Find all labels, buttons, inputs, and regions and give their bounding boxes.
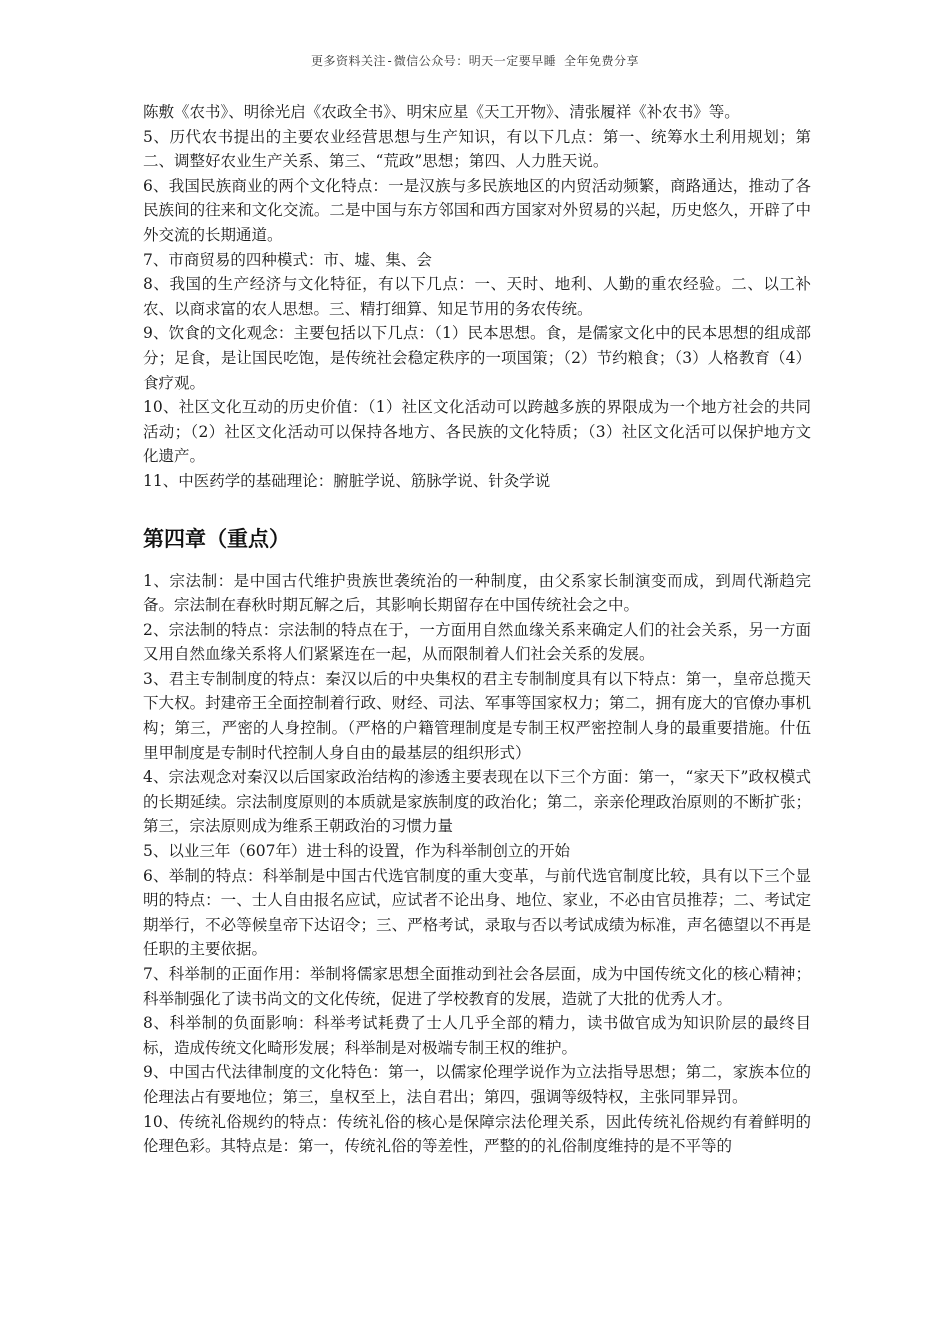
paragraph: 2、宗法制的特点：宗法制的特点在于，一方面用自然血缘关系来确定人们的社会关系，另一方面又用自然血缘关系将人们紧紧连在一起，从而限制着人们社会关系的发展。 — [143, 620, 811, 664]
paragraph: 5、历代农书提出的主要农业经营思想与生产知识，有以下几点：第一、统筹水土利用规划；第二、调整好农业生产关系、第三、“荒政”思想；第四、人力胜天说。 — [143, 127, 811, 171]
paragraph: 10、社区文化互动的历史价值：（1）社区文化活动可以跨越多族的界限成为一个地方社会的共同活动；（2）社区文化活动可以保持各地方、各民族的文化特质；（3）社区文化活可以保护地方文化遗产。 — [143, 398, 811, 466]
chapter-title: 第四章（重点） — [143, 526, 290, 551]
paragraph: 10、传统礼俗规约的特点：传统礼俗的核心是保障宗法伦理关系，因此传统礼俗规约有着鲜明的伦理色彩。其特点是：第一，传统礼俗的等差性，严整的的礼俗制度维持的是不平等的 — [143, 1112, 811, 1156]
paragraph: 7、科举制的正面作用：举制将儒家思想全面推动到社会各层面，成为中国传统文化的核心精神；科举制强化了读书尚文的文化传统，促进了学校教育的发展，造就了大批的优秀人才。 — [143, 965, 811, 1008]
paragraph: 6、我国民族商业的两个文化特点：一是汉族与多民族地区的内贸活动频繁，商路通达，推动了各民族间的往来和文化交流。二是中国与东方邻国和西方国家对外贸易的兴起，历史悠久，开辟了中外交流的长期通道。 — [143, 176, 811, 244]
paragraph: 8、我国的生产经济与文化特征，有以下几点：一、天时、地利、人勤的重农经验。二、以工补农、以商求富的农人思想。三、精打细算、知足节用的务农传统。 — [143, 275, 811, 318]
paragraph: 6、举制的特点：科举制是中国古代选官制度的重大变革，与前代选官制度比较，具有以下三个显明的特点：一、士人自由报名应试，应试者不论出身、地位、家业，不必由官员推荐；二、考试定期举行，不必等候皇帝下达诏令；三、严格考试，录取与否以考试成绩为标准，声名德望以不再是任职的主要依据。 — [143, 866, 811, 959]
section-continued — [143, 100, 811, 494]
paragraph: 3、君主专制制度的特点：秦汉以后的中央集权的君主专制制度具有以下特点：第一，皇帝总揽天下大权。封建帝王全面控制着行政、财经、司法、军事等国家权力；第二，拥有庞大的官僚办事机构；第三，严密的人身控制。（严格的户籍管理制度是专制王权严密控制人身的最重要措施。什伍里甲制度是专制时代控制人身自由的最基层的组织形式） — [143, 669, 811, 762]
document-body — [143, 100, 811, 1159]
paragraph: 5、以业三年（607年）进士科的设置，作为科举制创立的开始 — [143, 842, 570, 861]
paragraph: 11、中医药学的基础理论：腑脏学说、筋脉学说、针灸学说 — [143, 471, 551, 490]
paragraph: 4、宗法观念对秦汉以后国家政治结构的渗透主要表现在以下三个方面：第一，“家天下”政权模式的长期延续。宗法制度原则的本质就是家族制度的政治化；第二，亲亲伦理政治原则的不断扩张；第三，宗法原则成为维系王朝政治的习惯力量 — [143, 768, 811, 836]
paragraph: 陈敷《农书》、明徐光启《农政全书》、明宋应星《天工开物》、清张履祥《补农书》等。 — [143, 103, 740, 121]
paragraph: 9、饮食的文化观念：主要包括以下几点：（1）民本思想。食，是儒家文化中的民本思想的组成部分；足食，是让国民吃饱，是传统社会稳定秩序的一项国策；（2）节约粮食；（3）人格教育（4）食疗观。 — [143, 324, 811, 392]
paragraph: 1、宗法制：是中国古代维护贵族世袭统治的一种制度，由父系家长制演变而成，到周代渐趋完备。宗法制在春秋时期瓦解之后，其影响长期留存在中国传统社会之中。 — [143, 571, 811, 615]
chapter-4-section — [143, 569, 811, 1159]
paragraph: 9、中国古代法律制度的文化特色：第一，以儒家伦理学说作为立法指导思想；第二，家族本位的伦理法占有要地位；第三，皇权至上，法自君出；第四，强调等级特权，主张同罪异罚。 — [143, 1063, 811, 1106]
paragraph: 7、市商贸易的四种模式：市、墟、集、会 — [143, 250, 432, 269]
page-header: 更多资料关注-微信公众号：明天一定要早睡 全年免费分享 — [311, 54, 639, 68]
paragraph: 8、科举制的负面影响：科举考试耗费了士人几乎全部的精力，读书做官成为知识阶层的最终目标，造成传统文化畸形发展；科举制是对极端专制王权的维护。 — [143, 1014, 811, 1057]
